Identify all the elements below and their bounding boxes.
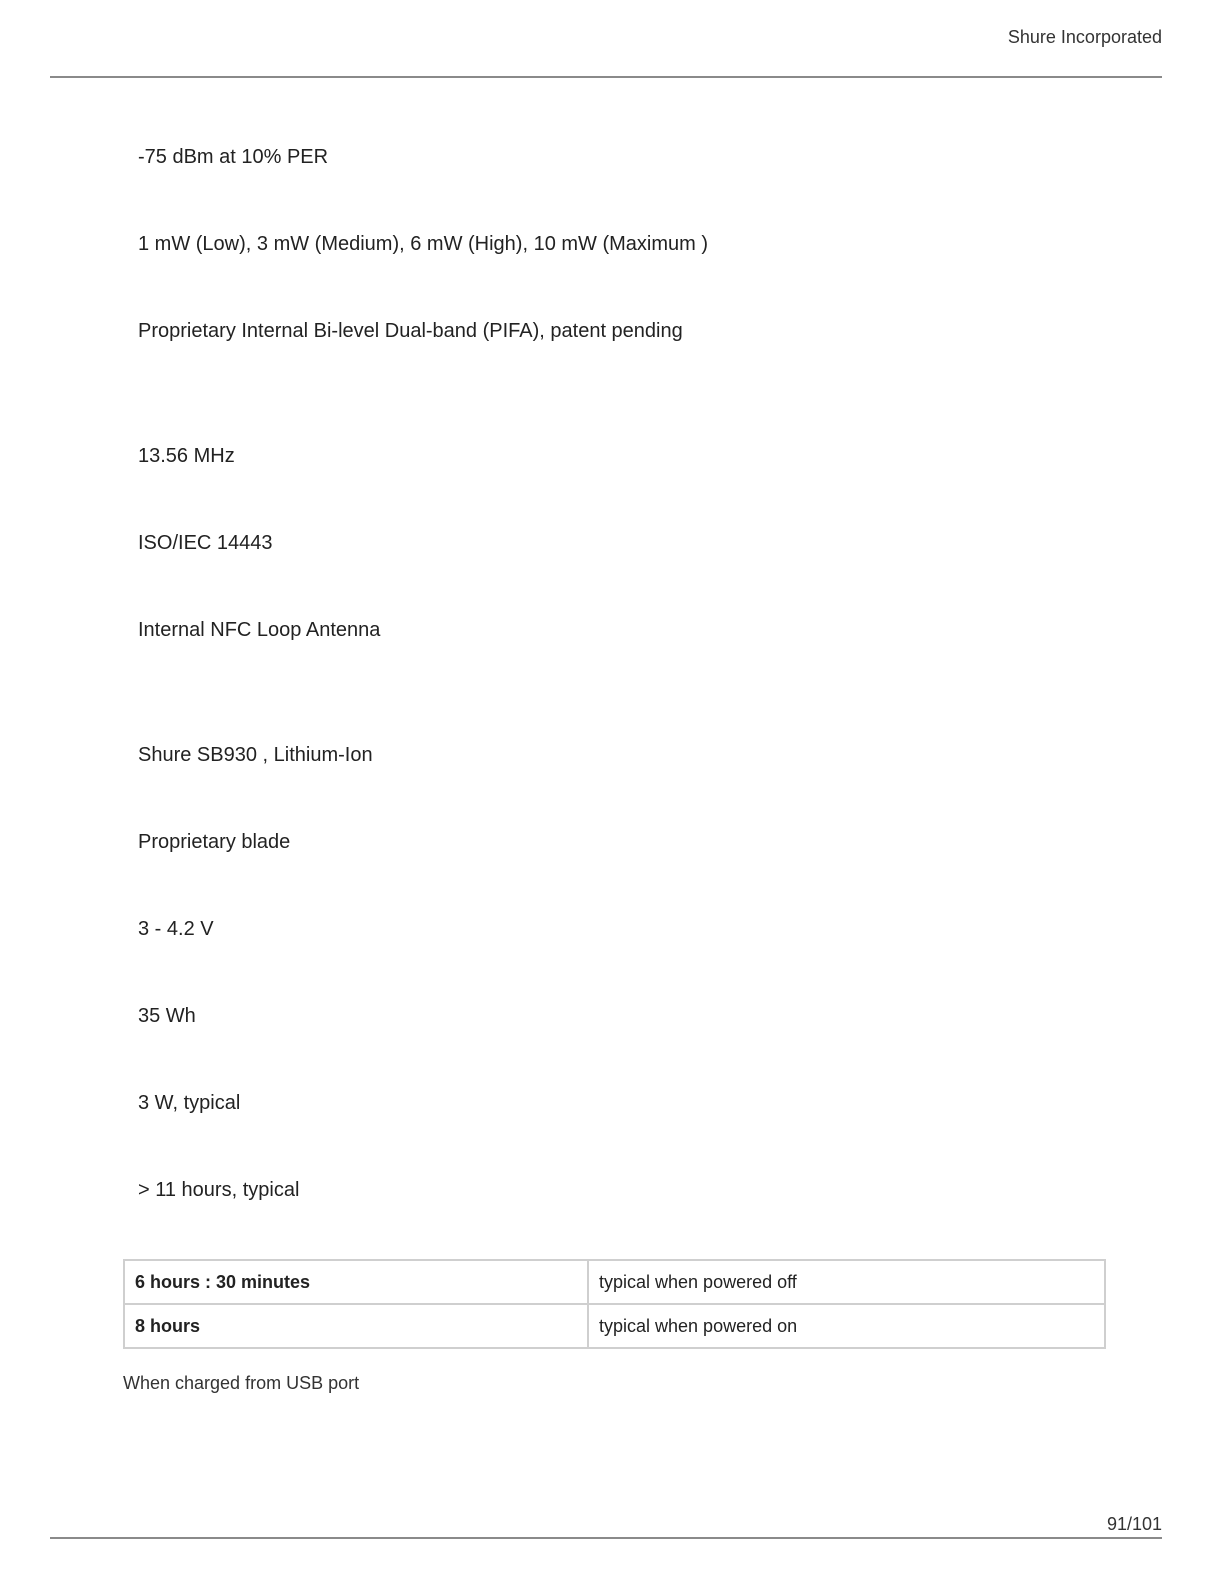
charge-condition-cell: typical when powered off (588, 1260, 1105, 1304)
page-number: 91/101 (1106, 1514, 1162, 1534)
spec-antenna-type: Proprietary Internal Bi-level Dual-band (PIFA), patent pending (138, 320, 683, 342)
spec-sensitivity: -75 dBm at 10% PER (138, 146, 329, 168)
spec-nfc-frequency: 13.56 MHz (138, 445, 235, 467)
spec-battery-voltage: 3 - 4.2 V (138, 918, 214, 940)
footer-divider (50, 1537, 1162, 1539)
spec-nfc-antenna: Internal NFC Loop Antenna (138, 619, 381, 641)
header-company-name: Shure Incorporated (1007, 27, 1162, 47)
spec-power-consumption: 3 W, typical (138, 1092, 241, 1114)
spec-rf-output-power: 1 mW (Low), 3 mW (Medium), 6 mW (High), 10 mW (Maximum ) (138, 233, 709, 255)
charge-note: When charged from USB port (123, 1373, 360, 1393)
table-row (124, 1260, 1105, 1304)
spec-battery-life: > 11 hours, typical (138, 1179, 300, 1201)
spec-battery-connector: Proprietary blade (138, 831, 291, 853)
table-row (124, 1304, 1105, 1348)
header-divider (50, 76, 1162, 78)
charge-time-table (123, 1259, 1106, 1349)
spec-battery-capacity: 35 Wh (138, 1005, 196, 1027)
charge-duration-cell: 8 hours (124, 1304, 588, 1348)
spec-nfc-standard: ISO/IEC 14443 (138, 532, 273, 554)
charge-duration-cell: 6 hours : 30 minutes (124, 1260, 588, 1304)
charge-condition-cell: typical when powered on (588, 1304, 1105, 1348)
spec-battery-type: Shure SB930 , Lithium-Ion (138, 744, 373, 766)
